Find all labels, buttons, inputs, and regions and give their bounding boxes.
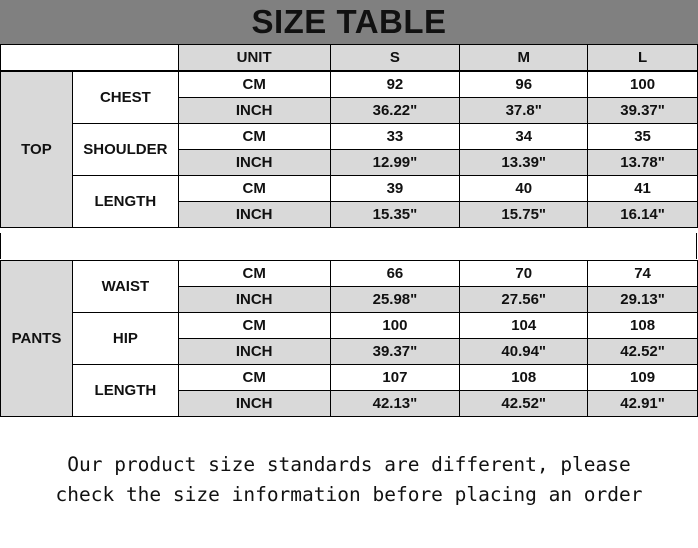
- value-cell: 108: [460, 365, 588, 391]
- unit-cell: INCH: [178, 202, 330, 228]
- size-table-header: [0, 44, 698, 71]
- value-cell: 96: [460, 72, 588, 98]
- unit-cell: CM: [178, 72, 330, 98]
- table-row: [1, 365, 698, 391]
- section-label-pants: PANTS: [1, 261, 73, 417]
- value-cell: 34: [460, 124, 588, 150]
- value-cell: 42.52": [460, 391, 588, 417]
- value-cell: 13.78": [588, 150, 698, 176]
- unit-cell: INCH: [178, 98, 330, 124]
- measure-label: HIP: [72, 313, 178, 365]
- value-cell: 36.22": [330, 98, 460, 124]
- value-cell: 41: [588, 176, 698, 202]
- measure-label: CHEST: [72, 72, 178, 124]
- measure-label: LENGTH: [72, 176, 178, 228]
- page-title: SIZE TABLE: [251, 3, 447, 40]
- value-cell: 39.37": [588, 98, 698, 124]
- value-cell: 104: [460, 313, 588, 339]
- value-cell: 12.99": [330, 150, 460, 176]
- table-row: [1, 124, 698, 150]
- value-cell: 39.37": [330, 339, 460, 365]
- value-cell: 70: [460, 261, 588, 287]
- unit-cell: CM: [178, 124, 330, 150]
- table-row: [1, 261, 698, 287]
- value-cell: 92: [330, 72, 460, 98]
- title-bar: [0, 0, 698, 44]
- value-cell: 15.35": [330, 202, 460, 228]
- value-cell: 42.13": [330, 391, 460, 417]
- unit-cell: CM: [178, 261, 330, 287]
- header-size-m: M: [460, 45, 588, 71]
- value-cell: 13.39": [460, 150, 588, 176]
- measure-label: LENGTH: [72, 365, 178, 417]
- header-size-l: L: [588, 45, 698, 71]
- value-cell: 74: [588, 261, 698, 287]
- notice-line-2: check the size information before placing an order: [55, 483, 643, 506]
- unit-cell: INCH: [178, 150, 330, 176]
- value-cell: 109: [588, 365, 698, 391]
- size-notice: [0, 450, 698, 510]
- header-row: [1, 45, 698, 71]
- section-label-top: TOP: [1, 72, 73, 228]
- unit-cell: INCH: [178, 339, 330, 365]
- unit-cell: INCH: [178, 391, 330, 417]
- unit-cell: CM: [178, 365, 330, 391]
- value-cell: 35: [588, 124, 698, 150]
- value-cell: 29.13": [588, 287, 698, 313]
- unit-cell: CM: [178, 176, 330, 202]
- table-row: [1, 313, 698, 339]
- value-cell: 108: [588, 313, 698, 339]
- measure-label: WAIST: [72, 261, 178, 313]
- value-cell: 37.8": [460, 98, 588, 124]
- value-cell: 107: [330, 365, 460, 391]
- table-row: [1, 72, 698, 98]
- value-cell: 33: [330, 124, 460, 150]
- value-cell: 39: [330, 176, 460, 202]
- section-divider: [0, 233, 697, 259]
- unit-cell: INCH: [178, 287, 330, 313]
- value-cell: 100: [588, 72, 698, 98]
- value-cell: 42.52": [588, 339, 698, 365]
- value-cell: 25.98": [330, 287, 460, 313]
- header-unit: UNIT: [178, 45, 330, 71]
- measure-label: SHOULDER: [72, 124, 178, 176]
- size-table-top: [0, 71, 698, 228]
- header-size-s: S: [330, 45, 460, 71]
- value-cell: 27.56": [460, 287, 588, 313]
- value-cell: 66: [330, 261, 460, 287]
- value-cell: 16.14": [588, 202, 698, 228]
- size-table-pants: [0, 260, 698, 417]
- notice-line-1: Our product size standards are different, please: [67, 453, 631, 476]
- table-row: [1, 176, 698, 202]
- unit-cell: CM: [178, 313, 330, 339]
- header-blank-cell: [1, 45, 179, 71]
- value-cell: 100: [330, 313, 460, 339]
- value-cell: 40.94": [460, 339, 588, 365]
- value-cell: 42.91": [588, 391, 698, 417]
- value-cell: 40: [460, 176, 588, 202]
- value-cell: 15.75": [460, 202, 588, 228]
